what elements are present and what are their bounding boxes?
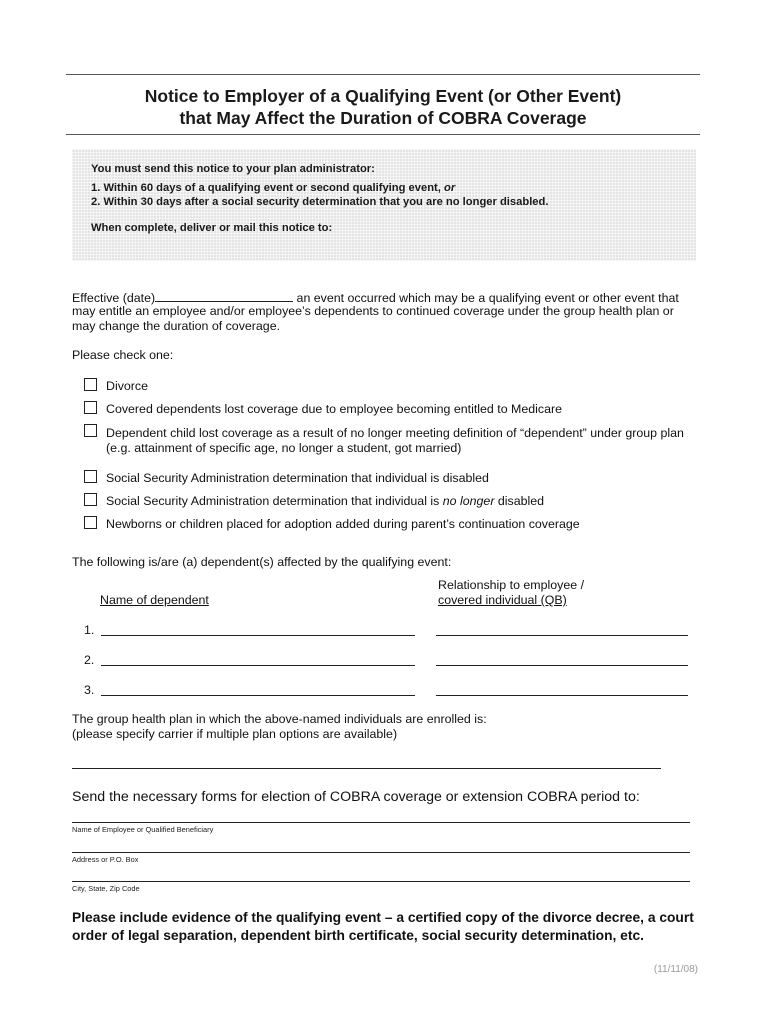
group-plan-line-1: The group health plan in which the above-named individuals are enrolled is: <box>72 712 487 726</box>
top-rule <box>66 74 700 75</box>
checkbox-newborns[interactable] <box>84 516 97 529</box>
option-dependent-child-label: Dependent child lost coverage as a result of no longer meeting definition of “dependent” under group plan <box>106 426 684 440</box>
option-medicare-label: Covered dependents lost coverage due to employee becoming entitled to Medicare <box>106 402 562 416</box>
option-ssa-post: disabled <box>494 494 545 508</box>
option-dependent-child-note: (e.g. attainment of specific age, no longer a student, got married) <box>106 441 462 455</box>
option-divorce-label: Divorce <box>106 379 148 393</box>
evidence-instruction: Please include evidence of the qualifying event – a certified copy of the divorce decree, a court order of legal separation, dependent birth certificate, social security determination, etc. <box>72 910 694 943</box>
option-newborns-label: Newborns or children placed for adoption added during parent’s continuation coverage <box>106 517 580 531</box>
group-plan-field[interactable] <box>72 768 661 769</box>
dependent-row-1-number: 1. <box>84 623 95 637</box>
instructions-item-1-or: or <box>444 182 456 194</box>
dependent-row-2-number: 2. <box>84 653 95 667</box>
option-ssa-no-longer-disabled-label <box>106 494 544 509</box>
option-ssa-pre: Social Security Administration determination that individual is <box>106 494 443 508</box>
group-plan-line-2: (please specify carrier if multiple plan options are available) <box>72 727 398 741</box>
relationship-header-line-2: covered individual (QB) <box>438 593 567 607</box>
send-forms-heading: Send the necessary forms for election of COBRA coverage or extension COBRA period to: <box>72 789 640 805</box>
effective-text: an event occurred which may be a qualifying event or other event that <box>293 291 679 305</box>
employee-name-label: Name of Employee or Qualified Beneficiary <box>72 825 214 834</box>
instructions-item-2: 2. Within 30 days after a social security determination that you are no longer disabled. <box>91 196 549 208</box>
checkbox-medicare[interactable] <box>84 401 97 414</box>
dependent-3-relationship-field[interactable] <box>436 695 688 696</box>
relationship-header-line-1: Relationship to employee / <box>438 578 585 592</box>
deliver-instruction: When complete, deliver or mail this notice to: <box>91 222 333 234</box>
dependent-2-relationship-field[interactable] <box>436 665 688 666</box>
check-prompt: Please check one: <box>72 348 174 362</box>
checkbox-divorce[interactable] <box>84 378 97 391</box>
title-line-2: that May Affect the Duration of COBRA Coverage <box>179 108 587 128</box>
address-label: Address or P.O. Box <box>72 855 139 864</box>
effective-line-2: may entitle an employee and/or employee’s dependents to continued coverage under the group health plan or <box>72 304 674 318</box>
effective-date-field[interactable] <box>155 289 293 302</box>
revision-date: (11/11/08) <box>653 964 698 975</box>
dependent-1-name-field[interactable] <box>101 635 415 636</box>
employee-name-field[interactable] <box>72 822 690 823</box>
instructions-item-1 <box>91 181 455 195</box>
title-bottom-rule <box>66 134 700 135</box>
city-state-zip-label: City, State, Zip Code <box>72 884 140 893</box>
dependent-1-relationship-field[interactable] <box>436 635 688 636</box>
effective-line-3: may change the duration of coverage. <box>72 319 281 333</box>
dependent-3-name-field[interactable] <box>101 695 415 696</box>
option-ssa-disabled-label: Social Security Administration determination that individual is disabled <box>106 471 489 485</box>
dependent-2-name-field[interactable] <box>101 665 415 666</box>
form-title <box>66 85 700 129</box>
dependent-name-header: Name of dependent <box>100 593 209 607</box>
effective-date-label: Effective (date) <box>72 291 156 305</box>
checkbox-ssa-disabled[interactable] <box>84 470 97 483</box>
title-line-1: Notice to Employer of a Qualifying Event (or Other Event) <box>144 86 622 106</box>
dependents-intro: The following is/are (a) dependent(s) affected by the qualifying event: <box>72 555 452 569</box>
option-ssa-no-longer: no longer <box>442 494 495 508</box>
city-state-zip-field[interactable] <box>72 881 690 882</box>
instructions-item-1-text: 1. Within 60 days of a qualifying event or second qualifying event, <box>91 182 444 194</box>
dependent-row-3-number: 3. <box>84 683 95 697</box>
checkbox-dependent-child[interactable] <box>84 424 97 437</box>
instructions-intro: You must send this notice to your plan administrator: <box>91 163 375 175</box>
address-field[interactable] <box>72 852 690 853</box>
checkbox-ssa-no-longer-disabled[interactable] <box>84 493 97 506</box>
